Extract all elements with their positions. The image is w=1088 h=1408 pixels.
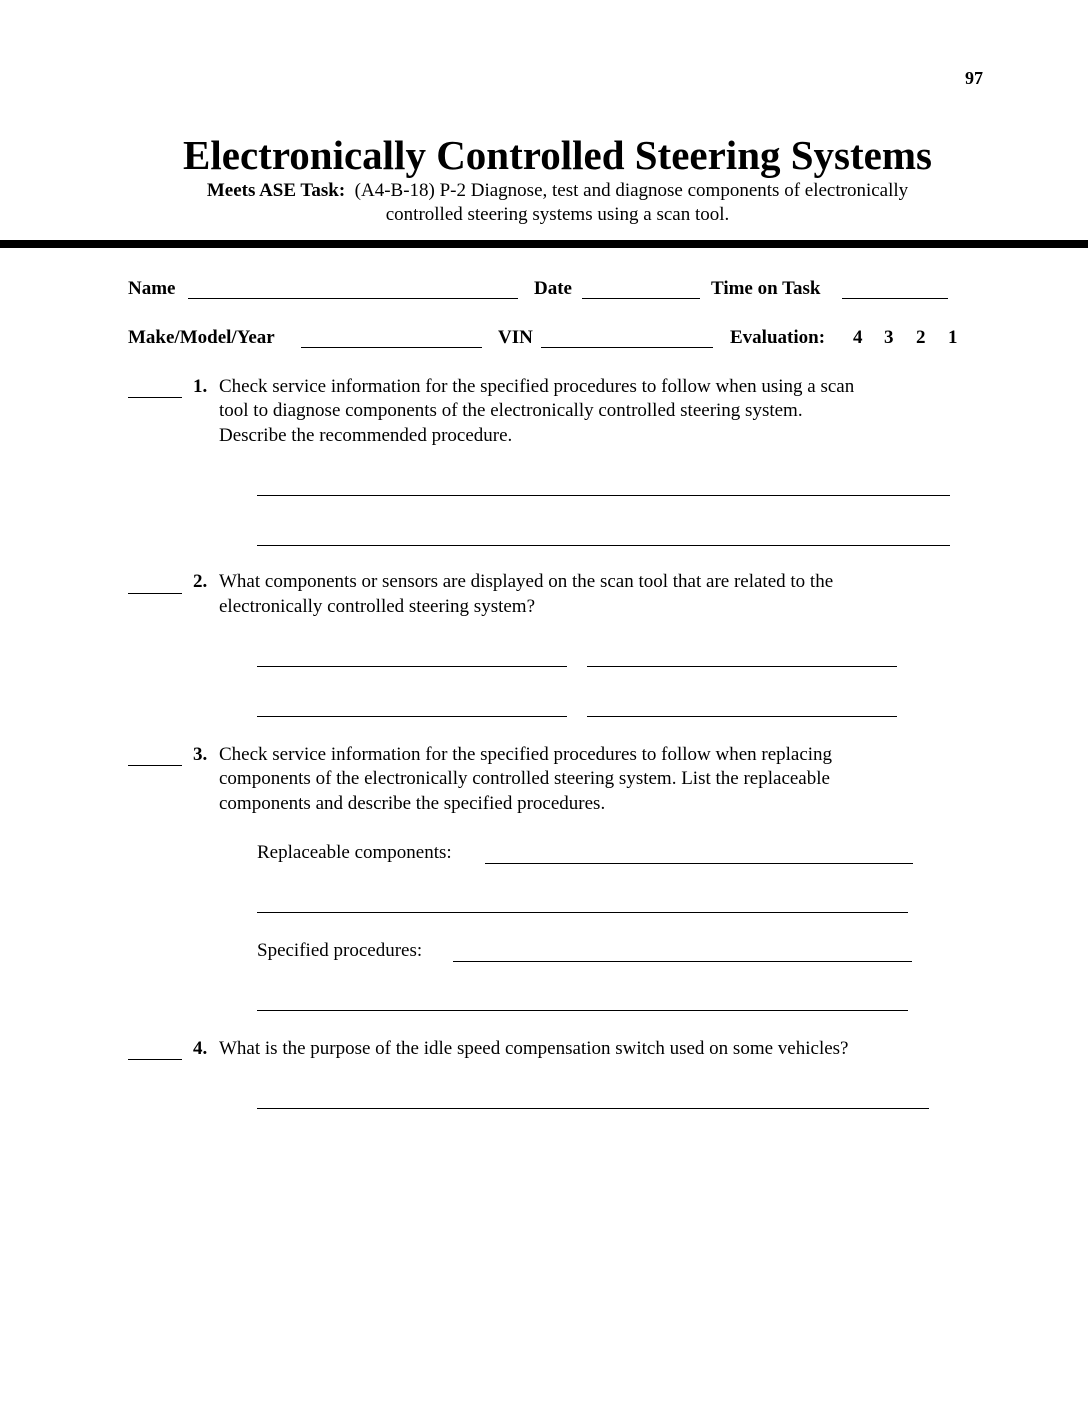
- specified-procedures-line[interactable]: [257, 1010, 908, 1011]
- item-4-text: What is the purpose of the idle speed compensation switch used on some vehicles?: [219, 1038, 849, 1059]
- date-label: Date: [534, 278, 572, 299]
- task-line-1: [0, 179, 1088, 203]
- item-2-answer-line[interactable]: [587, 666, 897, 667]
- item-4-number: 4.: [193, 1038, 208, 1059]
- item-3-text: Check service information for the specified procedures to follow when replacing: [219, 744, 833, 765]
- page-title: Electronically Controlled Steering Systems: [183, 132, 932, 178]
- time-on-task-label: Time on Task: [711, 278, 821, 299]
- task-label: Meets ASE Task:: [206, 180, 346, 201]
- score-2[interactable]: 2: [916, 327, 926, 348]
- make-model-year-field[interactable]: [301, 347, 482, 348]
- time-on-task-field[interactable]: [842, 298, 948, 299]
- item-3-number: 3.: [193, 744, 208, 765]
- item-2-number: 2.: [193, 571, 208, 592]
- score-1[interactable]: 1: [948, 327, 958, 348]
- task-line-2: controlled steering systems using a scan tool.: [385, 204, 730, 225]
- item-1-text: tool to diagnose components of the electronically controlled steering system.: [219, 400, 803, 421]
- score-4[interactable]: 4: [853, 327, 863, 348]
- replaceable-components-label: Replaceable components:: [257, 842, 452, 863]
- item-2-answer-line[interactable]: [257, 716, 567, 717]
- page-number: 97: [965, 68, 983, 88]
- item-1-answer-line[interactable]: [257, 495, 950, 496]
- vin-field[interactable]: [541, 347, 713, 348]
- name-label: Name: [128, 278, 176, 299]
- item-2-check-blank[interactable]: [128, 593, 182, 594]
- specified-procedures-label: Specified procedures:: [257, 940, 423, 961]
- item-4-check-blank[interactable]: [128, 1059, 182, 1060]
- task-text-1: (A4-B-18) P-2 Diagnose, test and diagnose components of electronically: [354, 180, 909, 201]
- item-1-check-blank[interactable]: [128, 397, 182, 398]
- make-model-year-label: Make/Model/Year: [128, 327, 275, 348]
- item-3-check-blank[interactable]: [128, 765, 182, 766]
- item-2-text: electronically controlled steering system?: [219, 596, 536, 617]
- item-1-text: Check service information for the specified procedures to follow when using a scan: [219, 376, 855, 397]
- item-2-answer-line[interactable]: [587, 716, 897, 717]
- vin-label: VIN: [498, 327, 533, 348]
- item-4-answer-line[interactable]: [257, 1108, 929, 1109]
- date-field[interactable]: [582, 298, 700, 299]
- header-divider: [0, 240, 1088, 248]
- item-2-text: What components or sensors are displayed on the scan tool that are related to the: [219, 571, 834, 592]
- evaluation-label: Evaluation:: [730, 327, 826, 348]
- item-2-answer-line[interactable]: [257, 666, 567, 667]
- item-3-text: components and describe the specified procedures.: [219, 793, 606, 814]
- name-field[interactable]: [188, 298, 518, 299]
- item-1-answer-line[interactable]: [257, 545, 950, 546]
- item-1-text: Describe the recommended procedure.: [219, 425, 513, 446]
- specified-procedures-line[interactable]: [453, 961, 912, 962]
- score-3[interactable]: 3: [884, 327, 894, 348]
- replaceable-components-line[interactable]: [485, 863, 913, 864]
- replaceable-components-line[interactable]: [257, 912, 908, 913]
- item-3-text: components of the electronically controlled steering system. List the replaceable: [219, 768, 830, 789]
- item-1-number: 1.: [193, 376, 208, 397]
